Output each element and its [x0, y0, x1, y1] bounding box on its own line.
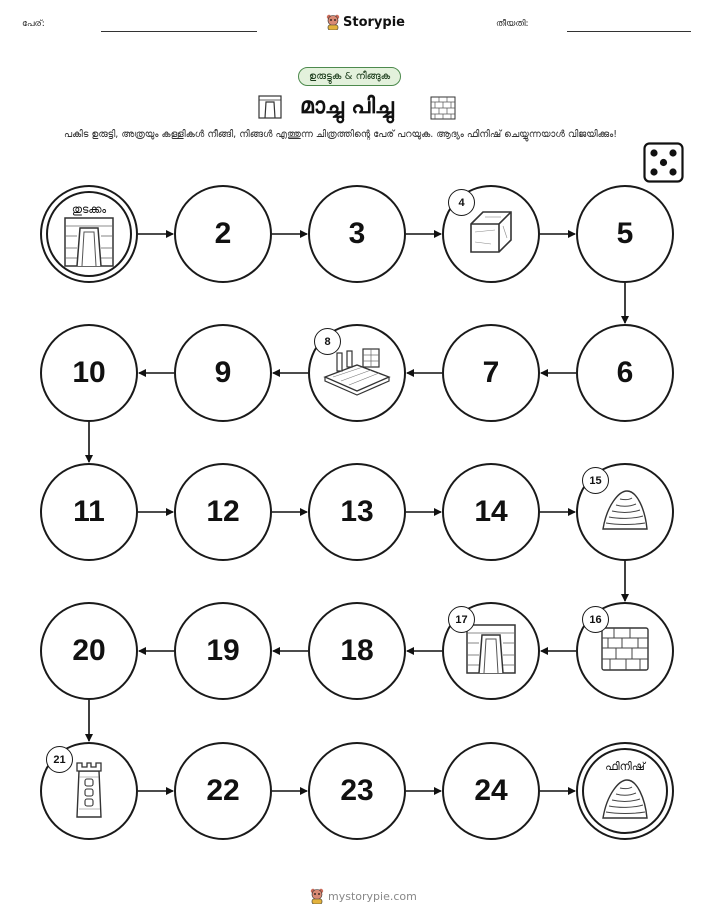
- cell-badge: 4: [448, 189, 475, 216]
- cell-badge: 17: [448, 606, 475, 633]
- cell-badge: 15: [582, 467, 609, 494]
- board-cell-14[interactable]: [442, 463, 540, 561]
- terraces-icon: [597, 774, 653, 828]
- board-cell-23[interactable]: [308, 742, 406, 840]
- terraces-icon: [597, 485, 653, 539]
- board-cell-6[interactable]: [576, 324, 674, 422]
- board-cell-3[interactable]: [308, 185, 406, 283]
- finish-label: ഫിനിഷ്: [605, 760, 645, 773]
- board-cell-19[interactable]: [174, 602, 272, 700]
- page-title: മാച്ചു പിച്ചു: [300, 94, 394, 119]
- date-label: തീയതി:: [496, 19, 529, 29]
- board-cell-12[interactable]: [174, 463, 272, 561]
- cell-number: 20: [72, 634, 106, 667]
- start-cell[interactable]: [40, 185, 138, 283]
- cell-number: 2: [214, 217, 232, 250]
- cell-number: 24: [474, 774, 508, 807]
- cell-badge: 16: [582, 606, 609, 633]
- board-cell-5[interactable]: [576, 185, 674, 283]
- cell-number: 12: [206, 495, 240, 528]
- cell-badge: 21: [46, 746, 73, 773]
- brand-name: Storypie: [343, 14, 405, 30]
- name-label: പേര്:: [22, 19, 45, 29]
- cell-number: 18: [340, 634, 374, 667]
- cell-number: 23: [340, 774, 374, 807]
- tower-icon: [69, 757, 109, 825]
- board-cell-9[interactable]: [174, 324, 272, 422]
- footer: [310, 888, 417, 904]
- doorway-icon: [59, 212, 119, 276]
- board-cell-18[interactable]: [308, 602, 406, 700]
- instructions: പകിട ഉരുട്ടി, അത്രയും കള്ളികൾ നീങ്ങി, നിങ്ങൾ എത്തുന്ന ചിത്രത്തിന്റെ പേര് പറയുക. ആദ്യം ഫിനിഷ് ചെയ്യുന്നയാൾ വിജയിക്കും!: [64, 129, 618, 140]
- board-cell-20[interactable]: [40, 602, 138, 700]
- board-cell-24[interactable]: [442, 742, 540, 840]
- footer-site[interactable]: mystorypie.com: [328, 889, 417, 903]
- board-cell-7[interactable]: [442, 324, 540, 422]
- board-cell-13[interactable]: [308, 463, 406, 561]
- stone-wall-icon: [598, 624, 652, 678]
- cell-number: 10: [72, 356, 106, 389]
- board-cell-10[interactable]: [40, 324, 138, 422]
- cell-number: 19: [206, 634, 240, 667]
- finish-cell[interactable]: [576, 742, 674, 840]
- cell-number: 14: [474, 495, 508, 528]
- board-cell-2[interactable]: [174, 185, 272, 283]
- board-cell-16[interactable]: [576, 602, 674, 700]
- cell-number: 22: [206, 774, 240, 807]
- board-cell-8[interactable]: [308, 324, 406, 422]
- board-cell-15[interactable]: [576, 463, 674, 561]
- board-cell-4[interactable]: [442, 185, 540, 283]
- cell-number: 7: [482, 356, 500, 389]
- cell-number: 5: [616, 217, 634, 250]
- game-tag: ഉരുട്ടുക & നീങ്ങുക: [298, 67, 401, 86]
- board-cell-21[interactable]: [40, 742, 138, 840]
- cell-number: 13: [340, 495, 374, 528]
- cell-badge: 8: [314, 328, 341, 355]
- start-label: തുടക്കം: [71, 203, 107, 216]
- board-cell-17[interactable]: [442, 602, 540, 700]
- board-cell-11[interactable]: [40, 463, 138, 561]
- board-cell-22[interactable]: [174, 742, 272, 840]
- cell-number: 6: [616, 356, 634, 389]
- cell-number: 9: [214, 356, 232, 389]
- cell-number: 11: [73, 495, 105, 528]
- cell-number: 3: [348, 217, 366, 250]
- bear-mascot-icon: [310, 888, 324, 904]
